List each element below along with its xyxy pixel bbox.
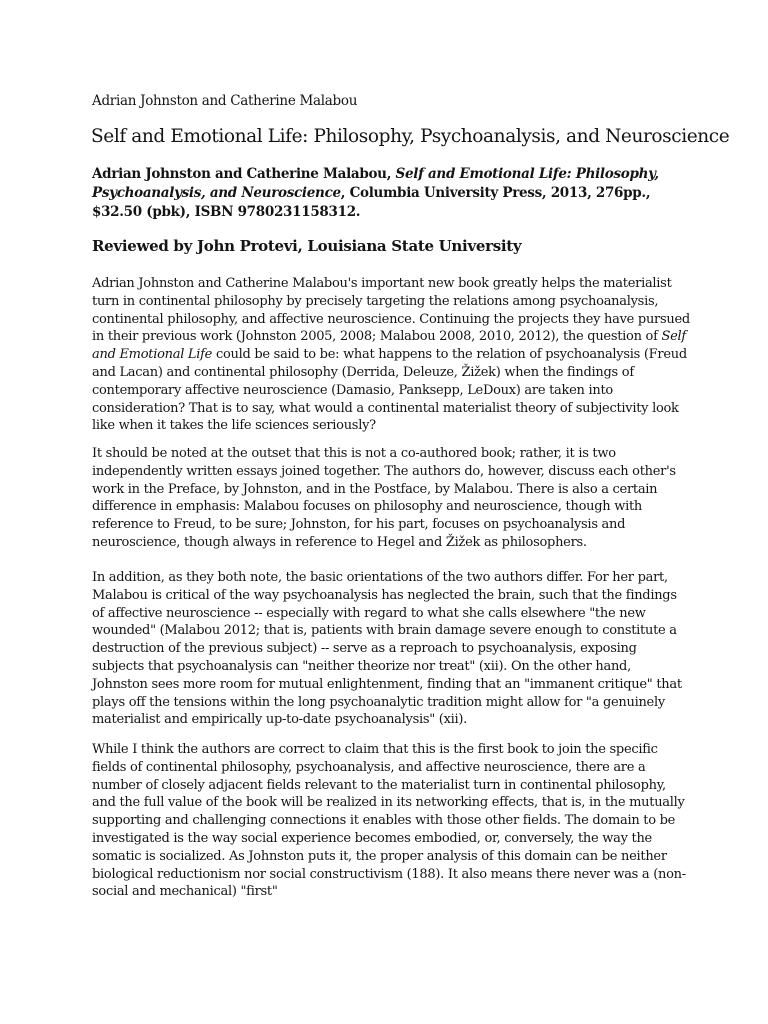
paragraph-1: [92, 275, 690, 435]
citation-book-title: Self and Emotional Life: Philosophy, Psychoanalysis, and Neuroscience: [92, 166, 659, 201]
paragraph-1-part-1: Adrian Johnston and Catherine Malabou's important new book greatly helps the materialist turn in continental philosophy by precisely targeting the relations among psychoanalysis, continental philosophy, and affective neuroscience. Continuing the projects they have pursued in their previous work (Johnston 2005, 2008; Malabou 2008, 2010, 2012), the question of: [92, 276, 690, 345]
book-citation: [92, 165, 692, 222]
paragraph-2: It should be noted at the outset that this is not a co-authored book; rather, it is two independently written essays joined together. The authors do, however, discuss each other's work in the Preface, by Johnston, and in the Postface, by Malabou. There is also a certain difference in emphasis: Malabou focuses on philosophy and neuroscience, though with reference to Freud, to be sure; Johnston, for his part, focuses on psychoanalysis and neuroscience, though always in reference to Hegel and Žižek as philosophers.: [92, 446, 676, 550]
page-title: Self and Emotional Life: Philosophy, Psychoanalysis, and Neuroscience: [91, 126, 730, 147]
citation-authors: Adrian Johnston and Catherine Malabou,: [92, 166, 392, 182]
paragraph-3: In addition, as they both note, the basic orientations of the two authors differ. For her part, Malabou is critical of the way psychoanalysis has neglected the brain, such that the findings of affective neuroscience -- especially with regard to what she calls elsewhere "the new wounded" (Malabou 2012; that is, patients with brain damage severe enough to constitute a destruction of the previous subject) -- serve as a reproach to psychoanalysis, exposing subjects that psychoanalysis can "neither theorize nor treat" (xii). On the other hand, Johnston sees more room for mutual enlightenment, finding that an "immanent critique" that plays off the tensions within the long psychoanalytic tradition might allow for "a genuinely materialist and empirically up-to-date psychoanalysis" (xii).: [92, 570, 682, 728]
paragraph-1-part-2: could be said to be: what happens to the relation of psychoanalysis (Freud and Lacan) and continental philosophy (Derrida, Deleuze, Žižek) when the findings of contemporary affective neuroscience (Damasio, Panksepp, LeDoux) are taken into consideration? That is to say, what would a continental materialist theory of subjectivity look like when it takes the life sciences seriously?: [92, 347, 687, 434]
paragraph-1-italic-title: Self and Emotional Life: [92, 329, 686, 363]
reviewer-line: Reviewed by John Protevi, Louisiana State University: [92, 237, 522, 255]
paragraph-4: While I think the authors are correct to claim that this is the first book to join the specific fields of continental philosophy, psychoanalysis, and affective neuroscience, there are a number of closely adjacent fields relevant to the materialist turn in continental philosophy, and the full value of the book will be realized in its networking effects, that is, in the mutually supporting and challenging connections it enables with those other fields. The domain to be investigated is the way social experience becomes embodied, or, conversely, the way the somatic is socialized. As Johnston puts it, the proper analysis of this domain can be neither biological reductionism nor social constructivism (188). It also means there never was a (non-social and mechanical) "first": [92, 742, 686, 900]
citation-details: , Columbia University Press, 2013, 276pp., $32.50 (pbk), ISBN 9780231158312.: [92, 185, 651, 220]
author-line: Adrian Johnston and Catherine Malabou: [92, 93, 358, 109]
